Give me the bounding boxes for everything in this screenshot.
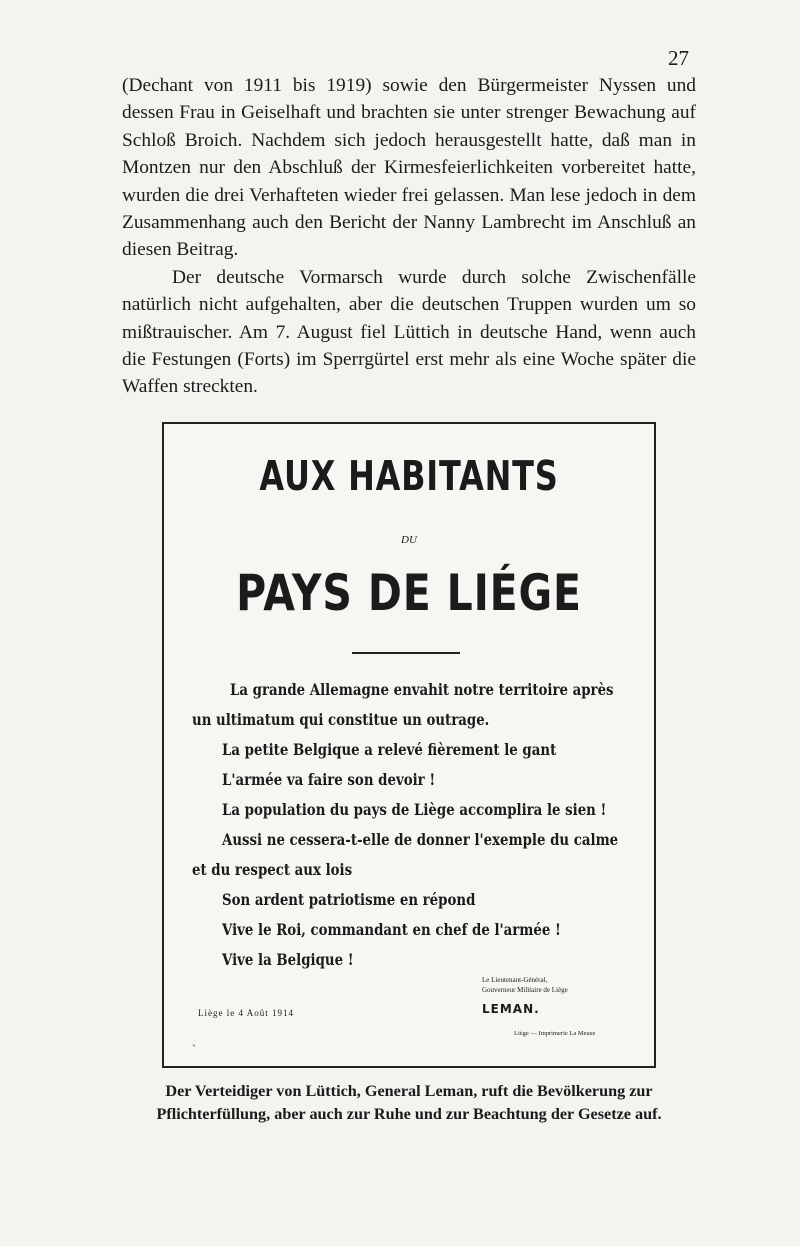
poster-line: un ultimatum qui constitue un outrage.: [192, 710, 490, 729]
ink-mark: `: [192, 1042, 196, 1056]
signature-title: Le Lieutenant-Général,: [482, 976, 548, 984]
proclamation-poster: [162, 422, 656, 1068]
poster-line: La grande Allemagne envahit notre territoire après: [230, 680, 614, 699]
title-underline: [352, 652, 460, 654]
poster-line: Vive la Belgique !: [222, 950, 354, 969]
poster-line: La petite Belgique a relevé fièrement le gant: [222, 740, 557, 759]
signature-name: LEMAN.: [482, 1002, 540, 1016]
poster-line: Aussi ne cessera-t-elle de donner l'exemple du calme: [222, 830, 619, 849]
body-text: [122, 72, 696, 401]
paragraph: Der deutsche Vormarsch wurde durch solche Zwischenfälle natürlich nicht aufgehalten, aber die deutschen Truppen wurden um so mißtrauischer. Am 7. August fiel Lüttich in deutsche Hand, wenn auch die Festungen (Forts) im Sperrgürtel erst mehr als eine Woche später die Waffen streckten.: [122, 266, 696, 398]
poster-title-line-2: PAYS DE LIÉGE: [236, 564, 582, 622]
poster-line: et du respect aux lois: [192, 860, 353, 879]
paragraph: (Dechant von 1911 bis 1919) sowie den Bürgermeister Nyssen und dessen Frau in Geiselhaft und brachten sie unter strenger Bewachung auf Schloß Broich. Nachdem sich jedoch herausgestellt hatte, daß man in Montzen nur den Abschluß der Kirmesfeierlichkeiten vorbereitet hatte, wurden die drei Verhafteten wieder frei gelassen. Man lese jedoch in dem Zusammenhang auch den Bericht der Nanny Lambrecht im Anschluß an diesen Beitrag.: [122, 75, 696, 261]
poster-line: Son ardent patriotisme en répond: [222, 890, 476, 909]
poster-title-du: DU: [401, 534, 417, 546]
figure-caption: Der Verteidiger von Lüttich, General Leman, ruft die Bevölkerung zur Pflichterfüllung, aber auch zur Ruhe und zur Beachtung der Gesetze auf.: [156, 1082, 662, 1123]
poster-line: La population du pays de Liège accomplira le sien !: [222, 800, 607, 819]
poster-title-line-1: AUX HABITANTS: [259, 452, 559, 500]
poster-line: Vive le Roi, commandant en chef de l'armée !: [222, 920, 561, 939]
signature-office: Gouverneur Militaire de Liège: [482, 986, 568, 994]
place-date: Liège le 4 Août 1914: [198, 1008, 294, 1018]
printer-imprint: Liège — Imprimerie La Meuse: [514, 1030, 596, 1037]
page-number: 27: [668, 46, 689, 70]
poster-line: L'armée va faire son devoir !: [222, 770, 436, 789]
